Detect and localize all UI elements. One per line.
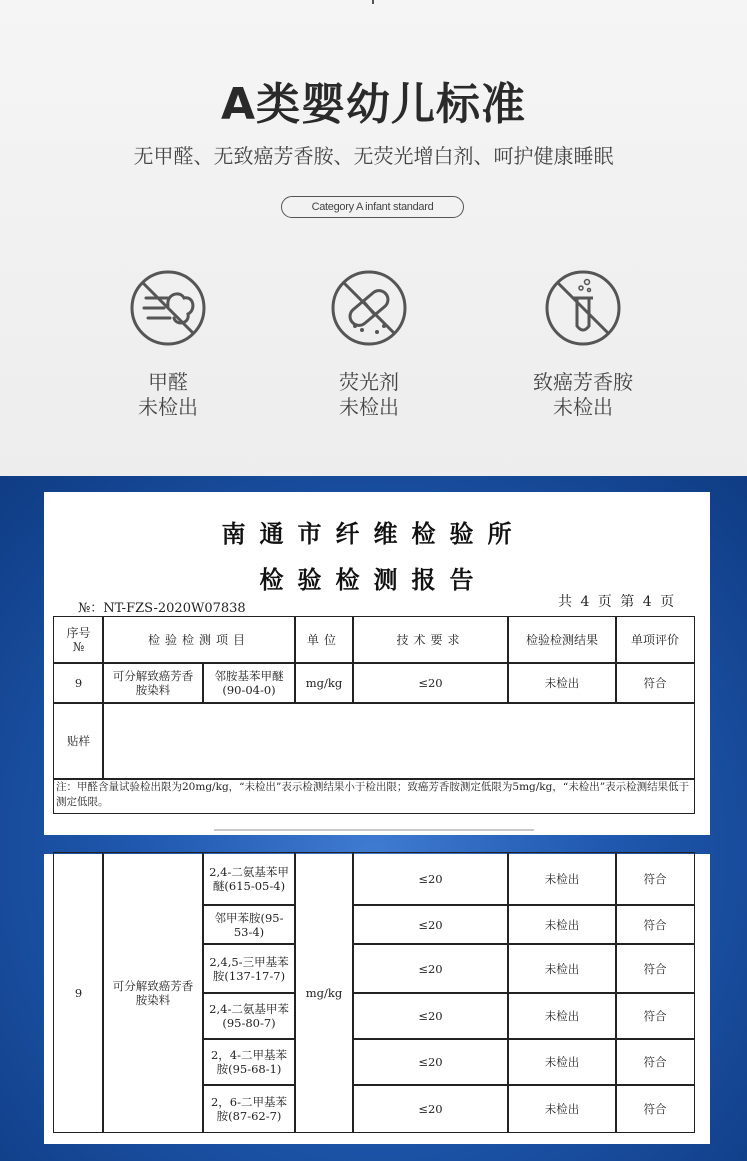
sample-area	[102, 702, 695, 780]
t2-substance: 2，4-二甲基苯胺(95-68-1)	[202, 1038, 296, 1086]
report-page-count: 共 4 页 第 4 页	[558, 594, 677, 610]
row-substance: 邻胺基苯甲醚(90-04-0)	[202, 662, 296, 704]
header-result: 检验检测结果	[507, 616, 617, 664]
header-evaluation: 单项评价	[615, 616, 695, 664]
header-seq	[53, 616, 104, 664]
category-badge: Category A infant standard	[281, 196, 464, 218]
row-result: 未检出	[507, 662, 617, 704]
t2-requirement: ≤20	[352, 904, 509, 945]
t2-result: 未检出	[507, 1084, 617, 1133]
report-org-title: 南通市纤维检验所	[221, 519, 526, 548]
t2-result: 未检出	[507, 904, 617, 945]
header-seq-label: 序号	[66, 626, 91, 640]
feature-label-line2: 未检出	[339, 395, 399, 419]
t2-seq: 9	[53, 852, 104, 1133]
t2-requirement: ≤20	[352, 992, 509, 1040]
feature-label-line2: 未检出	[553, 395, 613, 419]
t2-result: 未检出	[507, 943, 617, 994]
feature-label-line1: 荧光剂	[339, 370, 399, 394]
fluorescent-no-icon	[329, 268, 409, 348]
t2-substance: 2,4-二氨基苯甲醚(615-05-4)	[202, 852, 296, 906]
feature-aromatic-amine	[493, 268, 673, 420]
t2-requirement: ≤20	[352, 1038, 509, 1086]
t2-result: 未检出	[507, 1038, 617, 1086]
t2-substance: 2，6-二甲基苯胺(87-62-7)	[202, 1084, 296, 1133]
t2-category: 可分解致癌芳香胺染料	[102, 852, 204, 1133]
t2-substance: 2,4,5-三甲基苯胺(137-17-7)	[202, 943, 296, 994]
row-seq: 9	[53, 662, 104, 704]
t2-evaluation: 符合	[615, 943, 695, 994]
sample-label: 贴样	[53, 702, 104, 780]
feature-label-line1: 甲醛	[148, 370, 188, 394]
feature-formaldehyde	[78, 268, 258, 420]
t2-substance: 2,4-二氨基甲苯(95-80-7)	[202, 992, 296, 1040]
row-unit: mg/kg	[294, 662, 354, 704]
t2-evaluation: 符合	[615, 992, 695, 1040]
t2-evaluation: 符合	[615, 1038, 695, 1086]
row-evaluation: 符合	[615, 662, 695, 704]
t2-result: 未检出	[507, 852, 617, 906]
report-doc-title: 检验检测报告	[259, 565, 488, 594]
header-unit: 单位	[294, 616, 354, 664]
t2-result: 未检出	[507, 992, 617, 1040]
page-separator	[214, 829, 534, 831]
t2-requirement: ≤20	[352, 943, 509, 994]
t2-substance: 邻甲苯胺(95-53-4)	[202, 904, 296, 945]
report-note: 注：甲醛含量试验检出限为20mg/kg，“未检出”表示检测结果小于检出限；致癌芳香胺测定低限为5mg/kg，“未检出”表示检测结果低于测定低限。	[53, 778, 695, 814]
t2-requirement: ≤20	[352, 852, 509, 906]
t2-unit: mg/kg	[294, 852, 354, 1133]
t2-evaluation: 符合	[615, 852, 695, 906]
feature-label-line2: 未检出	[138, 395, 198, 419]
feature-fluorescent	[279, 268, 459, 420]
row-requirement: ≤20	[352, 662, 509, 704]
top-tick-mark	[372, 0, 374, 4]
header-seq-no: №	[72, 640, 85, 654]
header-requirement: 技术要求	[352, 616, 509, 664]
formaldehyde-no-icon	[128, 268, 208, 348]
t2-evaluation: 符合	[615, 904, 695, 945]
t2-evaluation: 符合	[615, 1084, 695, 1133]
aromatic-amine-no-icon	[543, 268, 623, 348]
t2-requirement: ≤20	[352, 1084, 509, 1133]
row-category: 可分解致癌芳香胺染料	[102, 662, 204, 704]
feature-label-line1: 致癌芳香胺	[533, 370, 633, 394]
report-number: №：NT-FZS-2020W07838	[78, 601, 246, 616]
promo-subtitle: 无甲醛、无致癌芳香胺、无荧光增白剂、呵护健康睡眠	[133, 144, 614, 168]
promo-title: A类婴幼儿标准	[220, 79, 527, 130]
header-item: 检验检测项目	[102, 616, 296, 664]
